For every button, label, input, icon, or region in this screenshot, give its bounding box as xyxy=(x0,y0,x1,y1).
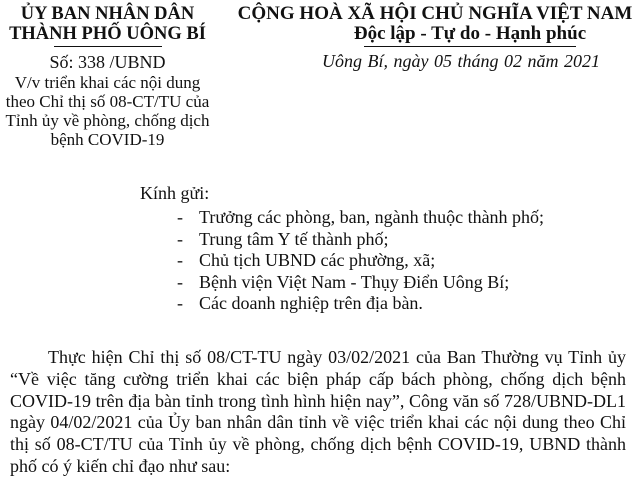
dash-bullet: - xyxy=(177,293,183,313)
motto: Độc lập - Tự do - Hạnh phúc xyxy=(353,23,587,44)
national-motto xyxy=(237,3,640,47)
recipient-item xyxy=(177,272,544,294)
subject-line: V/v triển khai các nội dung xyxy=(14,73,201,92)
recipient-text: Các doanh nghiệp trên địa bàn. xyxy=(199,293,423,313)
issuing-authority xyxy=(0,4,215,47)
subject-line: bệnh COVID-19 xyxy=(50,130,165,149)
subject-line: Tỉnh ủy về phòng, chống dịch xyxy=(5,111,210,130)
document-number: Số: 338 /UBND xyxy=(49,52,166,72)
recipients-list xyxy=(177,207,544,315)
dash-bullet: - xyxy=(177,228,183,249)
body-paragraph xyxy=(10,347,626,478)
recipient-text: Trung tâm Y tế thành phố; xyxy=(199,228,389,249)
recipient-text: Trưởng các phòng, ban, ngành thuộc thành phố; xyxy=(199,207,545,227)
authority-line-1: ỦY BAN NHÂN DÂN xyxy=(20,4,195,24)
paragraph-text: Thực hiện Chỉ thị số 08/CT-TU ngày 03/02/2021 của Ban Thường vụ Tỉnh ủy “Về việc tăng cường triển khai các biện pháp cấp bách phòng, chống dịch bệnh COVID-19 trên địa bàn tỉnh trong tình hình hiện nay”, Công văn số 728/UBND-DL1 ngày 04/02/2021 của Ủy ban nhân dân tỉnh về việc triển khai các nội dung theo Chỉ thị số 08-CT/TU của Tỉnh ủy về phòng, chống dịch bệnh COVID-19, UBND thành phố có ý kiến chỉ đạo như sau: xyxy=(10,347,626,476)
motto-underline xyxy=(364,46,576,47)
recipient-text: Chủ tịch UBND các phường, xã; xyxy=(199,250,436,270)
document-subject xyxy=(0,73,215,149)
recipient-item xyxy=(177,207,544,229)
subject-line: theo Chỉ thị số 08-CT/TU của xyxy=(5,92,210,111)
issue-date: Uông Bí, ngày 05 tháng 02 năm 2021 xyxy=(322,51,600,71)
recipient-text: Bệnh viện Việt Nam - Thụy Điển Uông Bí; xyxy=(199,271,510,292)
recipient-item xyxy=(177,229,544,251)
recipient-item xyxy=(177,293,544,315)
authority-line-2: THÀNH PHỐ UÔNG BÍ xyxy=(9,24,206,44)
recipients-heading: Kính gửi: xyxy=(140,183,210,203)
authority-underline xyxy=(54,46,162,47)
recipient-item xyxy=(177,250,544,272)
dash-bullet: - xyxy=(177,271,183,292)
country-name: CỘNG HOÀ XÃ HỘI CHỦ NGHĨA VIỆT NAM xyxy=(237,3,633,24)
dash-bullet: - xyxy=(177,250,183,270)
dash-bullet: - xyxy=(177,207,183,227)
